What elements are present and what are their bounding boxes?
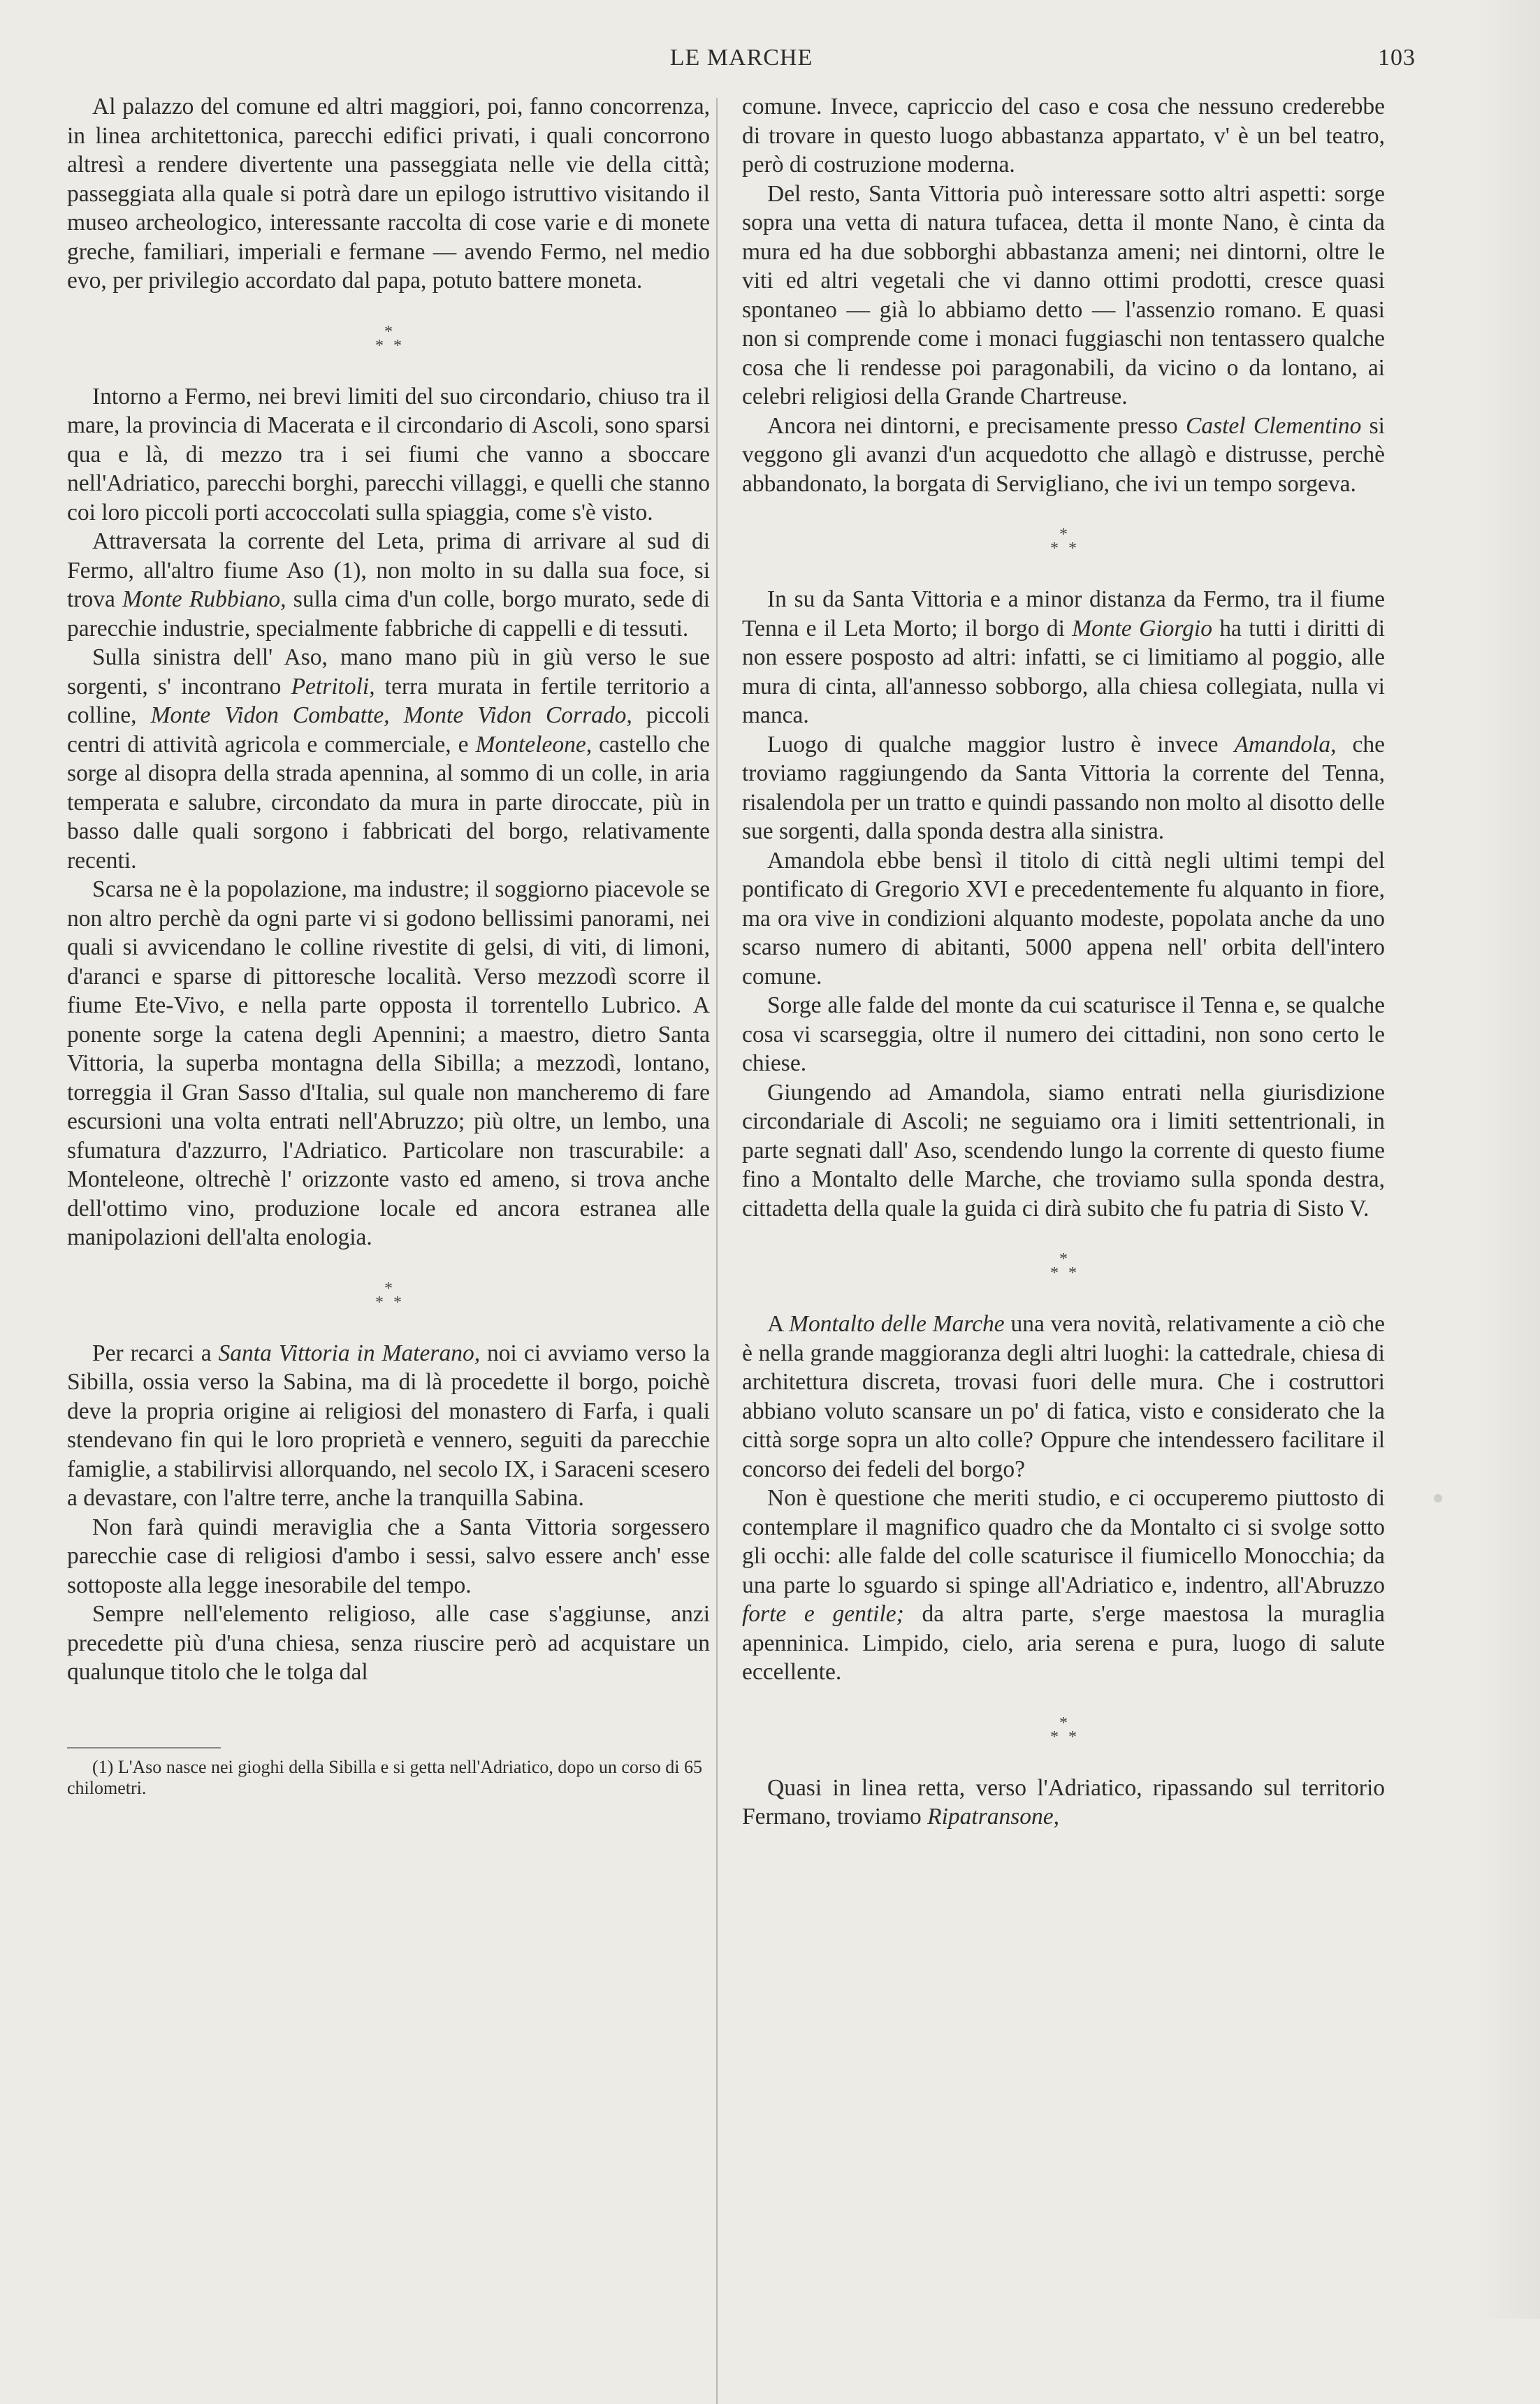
right-column [742, 92, 1385, 1832]
left-p1-text: Al palazzo del comune ed altri maggiori, poi, fanno concorrenza, in linea architettonica, parecchi edifici privati, i quali concorrono altresì a rendere divertente una passeggiata nelle vie della città; passeggiata alla quale si potrà dare un epilogo istruttivo visitando il museo archeologico, interessante raccolta di cose varie e di monete greche, familiari, imperiali e fermane — avendo Fermo, nel medio evo, per privilegio accordato dal papa, potuto battere moneta. [67, 94, 710, 294]
asterism-top: * [384, 322, 393, 341]
right-paragraph-2: Del resto, Santa Vittoria può interessare sotto altri aspetti: sorge sopra una vetta di natura tufacea, detta il monte Nano, è cinta da mura ed ha due sobborghi abbastanza ameni; nei dintorni, oltre le viti ed altri vegetali che vi danno ottimi prodotti, cresce quasi spontaneo — già lo abbiamo detto — l'assenzio romano. E quasi non si comprende come i monaci fuggiaschi non tentassero qualche cosa che li rendesse poi paragonabili, da vicino o da lontano, ai celebri religiosi della Grande Chartreuse. [742, 180, 1385, 410]
right-p11-text-a: Quasi in linea retta, verso l'Adriatico, ripassando sul territorio Fermano, troviamo [742, 1774, 1385, 1830]
right-paragraph-9 [742, 1310, 1385, 1484]
footnote: (1) L'Aso nasce nei gioghi della Sibilla e si getta nell'Adriatico, dopo un corso di 65 chilometri. [67, 1756, 702, 1798]
right-p9-text-a: A [767, 1311, 790, 1337]
right-paragraph-1: comune. Invece, capriccio del caso e cosa che nessuno crederebbe di trovare in questo luogo abbastanza appartato, v' è un bel teatro, però di costruzione moderna. [742, 94, 1385, 178]
right-p10-text-a: Non è questione che meriti studio, e ci occuperemo piuttosto di contemplare il magnifico quadro che da Montalto ci si svolge sotto gli occhi: alle falde del colle scaturisce il fiumicello Monocchia; da una parte lo sguardo si spinge all'Adriatico e, indentro, all'Abruzzo [742, 1485, 1385, 1598]
stray-ink-dot [1434, 1494, 1442, 1502]
right-p3-text-b: si veggono gli avanzi d'un acquedotto che allagò e distrusse, perchè abbandonato, la borgata di Servigliano, che ivi un tempo sorgeva. [742, 412, 1385, 497]
left-paragraph-7: Non farà quindi meraviglia che a Santa Vittoria sorgessero parecchie case di religiosi d'ambo i sessi, salvo essere anch' esse sottoposte alla legge inesorabile del tempo. [67, 1514, 710, 1598]
left-paragraph-6 [67, 1339, 710, 1513]
left-p4-text-a: Sulla sinistra dell' Aso, mano mano più in giù verso le sue sorgenti, s' incontrano [67, 644, 710, 700]
right-paragraph-8: Giungendo ad Amandola, siamo entrati nella giurisdizione circondariale di Ascoli; ne seguiamo ora i limiti settentrionali, in parte segnati dall' Aso, scendendo lungo la corrente di questo fiume fino a Montalto delle Marche, che troviamo sulla sponda destra, cittadetta della quale la guida ci dirà subito che fu patria di Sisto V. [742, 1079, 1385, 1222]
place-castel-clementino: Castel Clementino [1185, 412, 1362, 439]
left-column [67, 92, 710, 1799]
page-header [67, 45, 1416, 80]
place-monteleone: Monteleone, [475, 731, 593, 758]
place-amandola: Amandola, [1234, 731, 1337, 758]
right-paragraph-5 [742, 730, 1385, 846]
left-paragraph-5: Scarsa ne è la popolazione, ma industre; il soggiorno piacevole se non altro perchè da ogni parte vi si godono bellissimi panorami, nei quali si avvicendano le colline rivestite di gelsi, di viti, di limoni, d'aranci e sparse di pittoresche località. Verso mezzodì scorre il fiume Ete-Vivo, e nella parte opposta il torrentello Lubrico. A ponente sorge la catena degli Apennini; a maestro, dietro Santa Vittoria, la superba montagna della Sibilla; a mezzodì, lontano, torreggia il Gran Sasso d'Italia, sul quale non mancheremo di fare escursioni una volta entrati nell'Abruzzo; più oltre, un lembo, una sfumatura d'azzurro, l'Adriatico. Particolare non trascurabile: a Monteleone, oltrechè l' orizzonte vasto ed ameno, si trova anche dell'ottimo vino, produzione locale ed ancora estranea alle manipolazioni dell'alta enologia. [67, 876, 710, 1250]
asterism-bottom: ** [375, 1293, 412, 1312]
left-p3-text-a: Attraversata la corrente del Leta, prima di arrivare al sud di Fermo, all'altro fiume Aso (1), non molto in su dalla sua foce, si trova [67, 528, 710, 612]
page-edge-shadow [1477, 0, 1540, 2319]
left-paragraph-3 [67, 527, 710, 643]
left-p6-text-b: noi ci avviamo verso la Sibilla, ossia verso la Sabina, ma di là procedette il borgo, poichè deve la propria origine ai religiosi del monastero di Farfa, i quali stendevano fin qui le loro proprietà e vennero, seguiti da parecchie famiglie, a stabilirvisi allorquando, nel secolo IX, i Saraceni scesero a devastare, con l'altre terre, anche la tranquilla Sabina. [67, 1340, 711, 1511]
left-p4-text-c: piccoli centri di attività agricola e commerciale, e [67, 702, 710, 758]
right-paragraph-7: Sorge alle falde del monte da cui scaturisce il Tenna e, se qualche cosa vi scarseggia, oltre il numero dei cittadini, non sono certo le chiese. [742, 992, 1385, 1076]
section-asterism [742, 1687, 1385, 1774]
place-monte-vidon: Monte Vidon Combatte, Monte Vidon Corrado, [150, 702, 632, 728]
section-asterism [742, 498, 1385, 585]
left-paragraph-2: Intorno a Fermo, nei brevi limiti del suo circondario, chiuso tra il mare, la provincia di Macerata e il circondario di Ascoli, sono sparsi qua e là, di mezzo tra i sei fiumi che vanno a sboccare nell'Adriatico, parecchi borghi, parecchi villaggi, e quelli che stanno coi loro piccoli porti accoccolati sulla spiaggia, come s'è visto. [67, 383, 710, 526]
right-paragraph-4 [742, 585, 1385, 730]
asterism-top: * [1059, 1714, 1068, 1732]
right-p4-text-b: ha tutti i diritti di non essere posposto ad altri: infatti, se ci limitiamo al poggio, alle mura di cinta, all'annesso sobborgo, alla chiesa collegiata, nulla vi manca. [742, 615, 1386, 728]
place-montalto: Montalto delle Marche [789, 1311, 1005, 1337]
place-ripatransone: Ripatransone, [927, 1804, 1060, 1830]
place-santa-vittoria: Santa Vittoria in Materano, [218, 1340, 481, 1366]
left-p3-text-b: sulla cima d'un colle, borgo murato, sede di parecchie industrie, specialmente fabbriche di cappelli e di tessuti. [67, 586, 710, 642]
right-p3-text-a: Ancora nei dintorni, e precisamente presso [767, 412, 1186, 439]
section-asterism [67, 1252, 710, 1339]
right-paragraph-3 [742, 412, 1385, 499]
right-p10-text-b: da altra parte, s'erge maestosa la muraglia apenninica. Limpido, cielo, aria serena e pura, luogo di salute eccellente. [742, 1601, 1385, 1685]
right-paragraph-6: Amandola ebbe bensì il titolo di città negli ultimi tempi del pontificato di Gregorio XVI e precedentemente fu alquanto in fiore, ma ora vive in condizioni alquanto modeste, popolata anche da uno scarso numero di abitanti, 5000 appena nell' orbita dell'intero comune. [742, 847, 1385, 990]
asterism-bottom: ** [1050, 540, 1087, 558]
asterism-top: * [1059, 1250, 1068, 1268]
asterism-top: * [384, 1279, 393, 1298]
right-p4-text-a: In su da Santa Vittoria e a minor distanza da Fermo, tra il fiume Tenna e il Leta Morto; il borgo di [742, 586, 1385, 642]
asterism-bottom: ** [1050, 1728, 1087, 1746]
place-petritoli: Petritoli, [291, 673, 375, 700]
left-paragraph-1 [67, 92, 710, 296]
left-p4-text-d: castello che sorge al disopra della strada apennina, al sommo di un colle, in aria temperata e salubre, circondato da mura in parte diroccate, più in basso dalle quali sorgono i fabbricati del borgo, relativamente recenti. [67, 731, 710, 874]
left-p4-text-b: terra murata in fertile territorio a colline, [67, 673, 710, 728]
asterism-bottom: ** [1050, 1264, 1087, 1282]
left-paragraph-4 [67, 643, 710, 875]
right-p5-text-b: che troviamo raggiungendo da Santa Vittoria la corrente del Tenna, risalendola per un tratto e quindi passando non molto al disotto delle sue sorgenti, dalla sponda destra alla sinistra. [742, 731, 1385, 844]
page-number: 103 [1378, 45, 1416, 71]
column-divider [716, 98, 718, 2404]
right-paragraph-10 [742, 1484, 1385, 1687]
asterism-bottom: ** [375, 336, 412, 355]
right-paragraph-11 [742, 1774, 1385, 1832]
left-p6-text-a: Per recarci a [92, 1340, 219, 1366]
right-p5-text-a: Luogo di qualche maggior lustro è invece [767, 731, 1235, 758]
right-p9-text-b: una vera novità, relativamente a ciò che è nella grande maggioranza degli altri luoghi: la cattedrale, chiesa di architettura discreta, trovasi fuori delle mura. Che i costruttori abbiano voluto scansare un po' di fatica, visto e considerato che la città sorge sopra un alto colle? Oppure che intendessero facilitare il concorso dei fedeli del borgo? [742, 1311, 1385, 1482]
running-title: LE MARCHE [669, 45, 813, 71]
section-asterism [67, 296, 710, 382]
footnote-rule [67, 1747, 221, 1748]
place-monte-rubbiano: Monte Rubbiano, [122, 586, 286, 612]
left-paragraph-8: Sempre nell'elemento religioso, alle case s'aggiunse, anzi precedette più d'una chiesa, senza riuscire però ad acquistare un qualunque titolo che le tolga dal [67, 1601, 710, 1685]
asterism-top: * [1059, 526, 1068, 544]
phrase-forte-e-gentile: forte e gentile; [742, 1601, 904, 1627]
place-monte-giorgio: Monte Giorgio [1072, 615, 1212, 642]
section-asterism [742, 1223, 1385, 1310]
